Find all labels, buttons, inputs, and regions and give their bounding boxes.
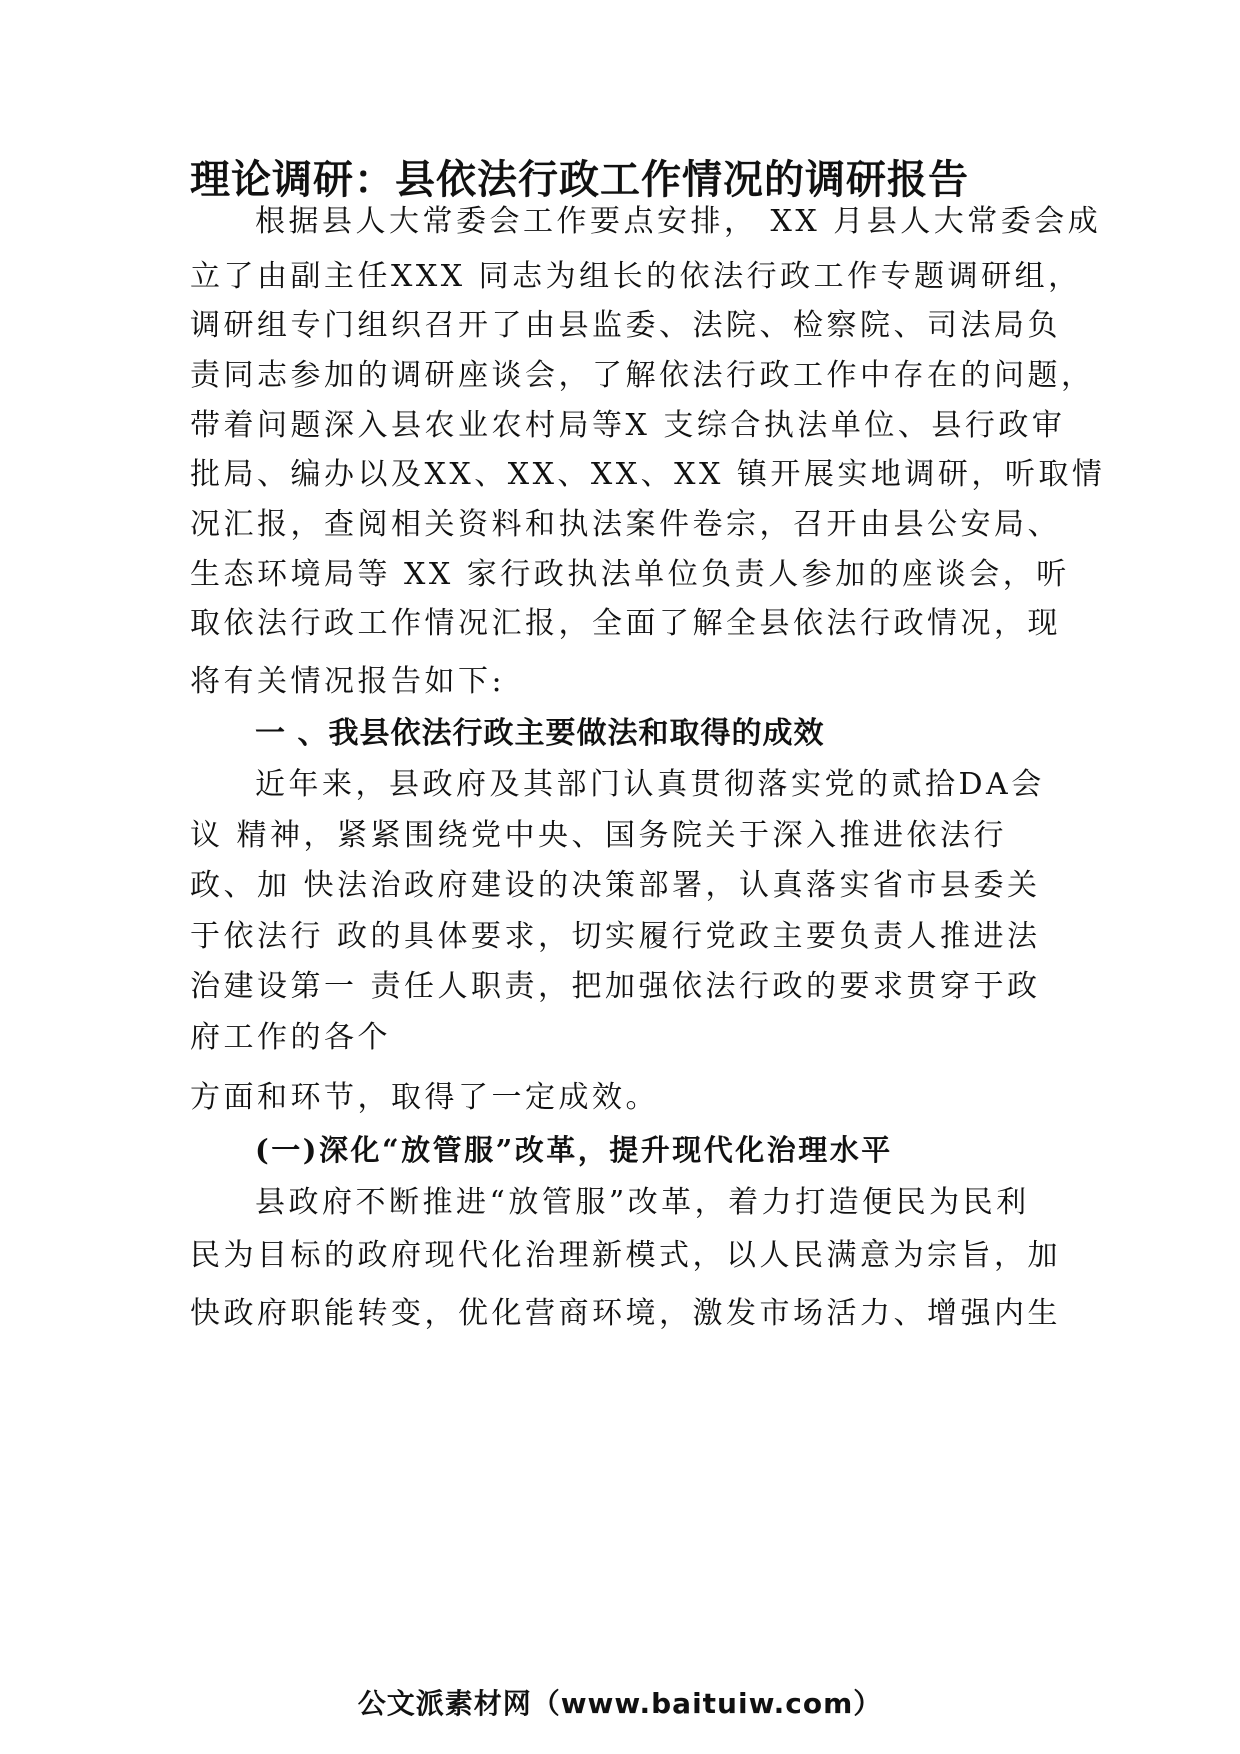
document-title: 理论调研：县依法行政工作情况的调研报告 (190, 157, 969, 203)
paragraph-line: 将有关情况报告如下: (190, 664, 506, 699)
paragraph-line: 治建设第一 责任人职责，把加强依法行政的要求贯穿于政 (190, 969, 1041, 1004)
paragraph-line: 政、加 快法治政府建设的决策部署，认真落实省市县委关 (190, 868, 1041, 903)
section-heading: 一 、我县依法行政主要做法和取得的成效 (255, 716, 825, 751)
paragraph-line: 近年来，县政府及其部门认真贯彻落实党的贰拾DA会 (255, 767, 1045, 802)
paragraph-line: 议 精神，紧紧围绕党中央、国务院关于深入推进依法行 (190, 818, 1008, 853)
paragraph-line: 于依法行 政的具体要求，切实履行党政主要负责人推进法 (190, 919, 1041, 954)
paragraph-line: 生态环境局等 XX 家行政执法单位负责人参加的座谈会，听 (190, 557, 1070, 592)
paragraph-line: 根据县人大常委会工作要点安排， XX 月县人大常委会成 (255, 204, 1102, 239)
paragraph-line: 带着问题深入县农业农村局等X 支综合执法单位、县行政审 (190, 408, 1066, 443)
paragraph-line: 批局、编办以及XX、XX、XX、XX 镇开展实地调研，听取情 (190, 457, 1106, 492)
paragraph-line: 方面和环节，取得了一定成效。 (190, 1080, 659, 1115)
paragraph-line: 县政府不断推进“放管服”改革，着力打造便民为民利 (255, 1185, 1030, 1220)
paragraph-line: 府工作的各个 (190, 1020, 391, 1055)
paragraph-line: 民为目标的政府现代化治理新模式，以人民满意为宗旨，加 (190, 1238, 1061, 1273)
paragraph-line: 调研组专门组织召开了由县监委、法院、检察院、司法局负 (190, 308, 1061, 343)
subsection-heading: (一)深化“放管服”改革，提升现代化治理水平 (255, 1133, 893, 1167)
paragraph-line: 取依法行政工作情况汇报，全面了解全县依法行政情况，现 (190, 606, 1061, 641)
paragraph-line: 责同志参加的调研座谈会，了解依法行政工作中存在的问题， (190, 358, 1095, 393)
paragraph-line: 况汇报，查阅相关资料和执法案件卷宗，召开由县公安局、 (190, 507, 1061, 542)
paragraph-line: 立了由副主任XXX 同志为组长的依法行政工作专题调研组， (190, 259, 1082, 294)
paragraph-line: 快政府职能转变，优化营商环境，激发市场活力、增强内生 (190, 1296, 1061, 1331)
page-footer: 公文派素材网（www.baituiw.com） (357, 1687, 883, 1720)
